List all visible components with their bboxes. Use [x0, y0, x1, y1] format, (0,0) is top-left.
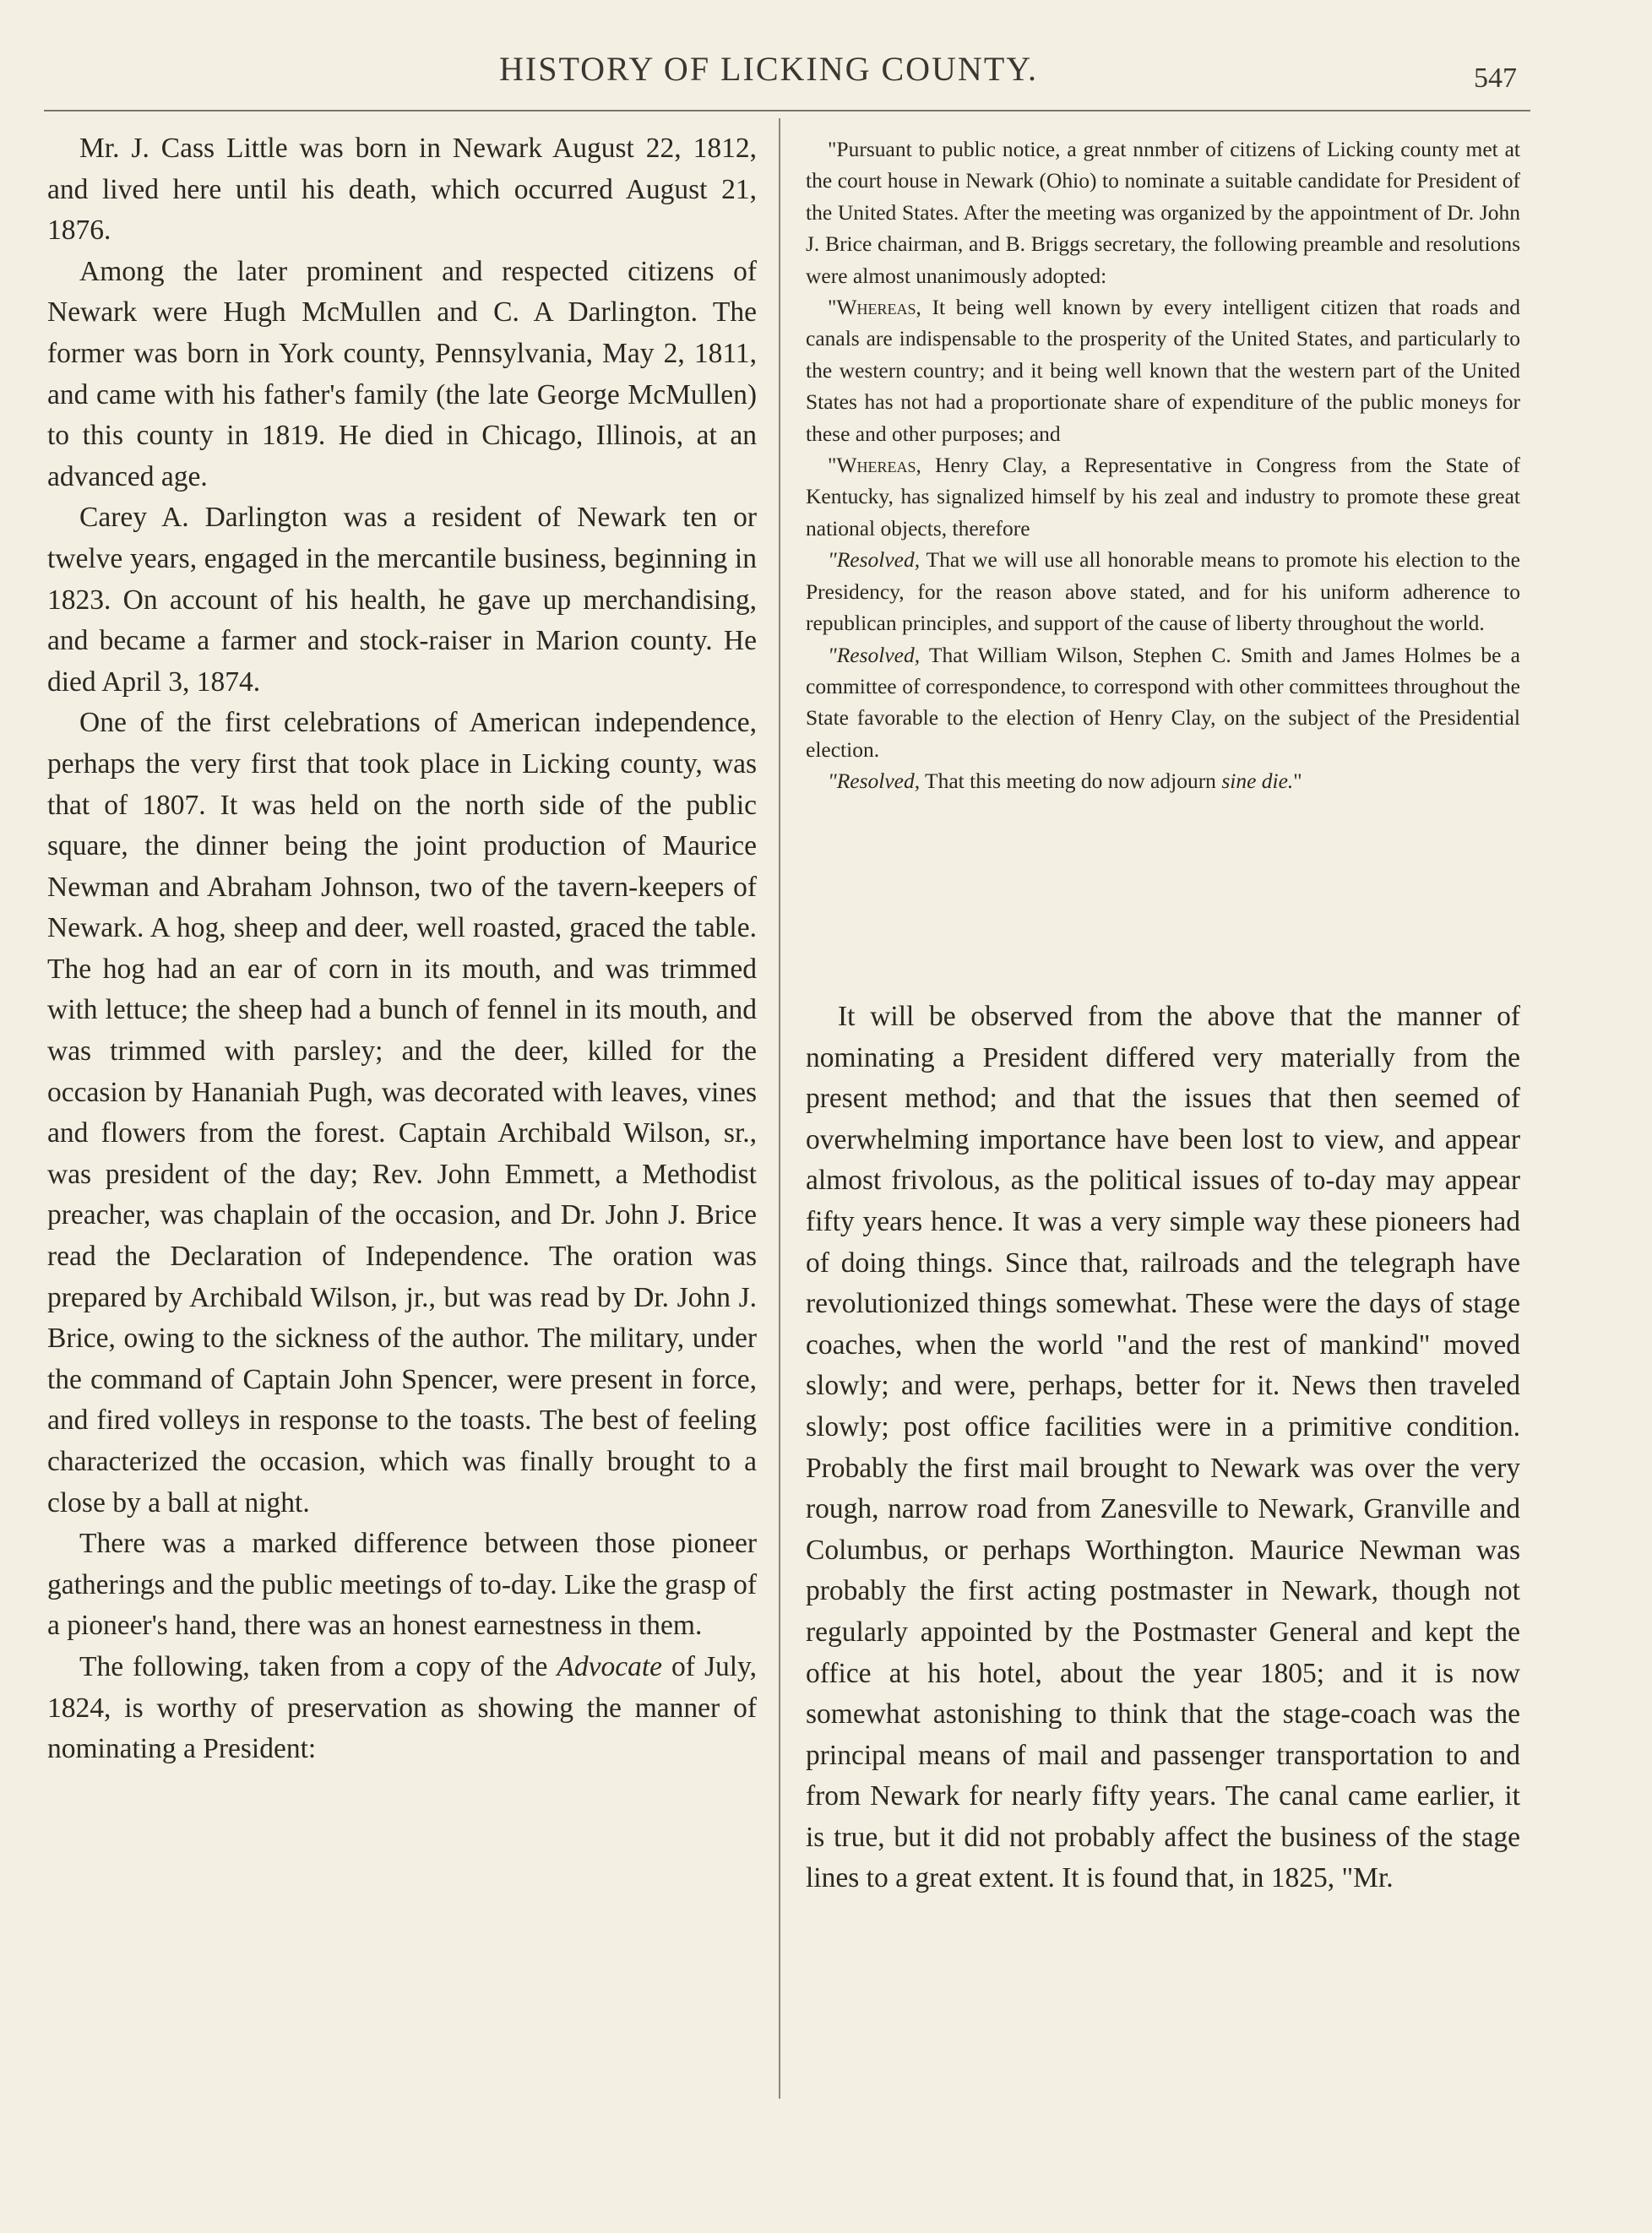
quote-text: That William Wilson, Stephen C. Smith and James Holmes be a committee of correspondence, to correspond with other committees throughout the State favorable to the election of Henry Clay, on the subject of the Presidential election.	[806, 642, 1520, 762]
quote-lead-resolved: "Resolved,	[828, 642, 921, 667]
quote-lead-whereas: "Whereas,	[828, 453, 921, 478]
paragraph-darlington: Carey A. Darlington was a resident of Newark ten or twelve years, engaged in the mercantile business, beginning in 1823. On account of his health, he gave up merchandising, and became a farmer and stock-raiser in Marion county. He died April 3, 1874.	[47, 502, 757, 698]
quote-paragraph-whereas-1	[806, 291, 1520, 449]
quote-text: It being well known by every intelligent citizen that roads and canals are indispensable to the prosperity of the United States, and particularly to the western country; and it being well known that the western part of the United States has not had a proportionate share of expenditure of the public moneys for these and other purposes; and	[806, 295, 1520, 446]
paragraph-difference: There was a marked difference between those pioneer gatherings and the public meetings of to-day. Like the grasp of a pioneer's hand, there was an honest earnestness in them.	[47, 1528, 757, 1642]
quote-paragraph-resolved-2	[806, 639, 1520, 766]
header-rule	[44, 110, 1530, 111]
quote-text: That we will use all honorable means to promote his election to the Presidency, for the reason above stated, and for his uniform adherence to republican principles, and support of the cause of liberty throughout the world.	[806, 547, 1520, 636]
left-column	[47, 128, 757, 1770]
quote-paragraph-resolved-1	[806, 544, 1520, 638]
quote-lead-whereas: "Whereas,	[828, 295, 921, 320]
paragraph-advocate	[47, 1647, 757, 1770]
quote-paragraph-whereas-2	[806, 449, 1520, 544]
right-column-body	[806, 997, 1520, 1899]
quote-paragraph-resolved-3	[806, 765, 1520, 796]
quote-paragraph-notice: "Pursuant to public notice, a great nnmber of citizens of Licking county met at the court house in Newark (Ohio) to nominate a suitable candidate for President of the United States. After the meeting was organized by the appointment of Dr. John J. Brice chairman, and B. Briggs secretary, the following preamble and resolutions were almost unanimously adopted:	[806, 137, 1520, 288]
advocate-text-before: The following, taken from a copy of the	[79, 1650, 557, 1682]
quote-close-mark: "	[1293, 769, 1302, 794]
quote-text: Henry Clay, a Representative in Congress from the State of Kentucky, has signalized himself by his zeal and industry to promote these great national objects, therefore	[806, 453, 1520, 541]
resolution-quote	[806, 133, 1520, 797]
quote-sine-die: sine die.	[1221, 769, 1294, 794]
advocate-title: Advocate	[557, 1650, 663, 1682]
paragraph-little: Mr. J. Cass Little was born in Newark August 22, 1812, and lived here until his death, which occurred August 21, 1876.	[47, 133, 757, 247]
page-number: 547	[1474, 62, 1517, 94]
paragraph-observation: It will be observed from the above that the manner of nominating a President differed very materially from the present method; and that the issues that then seemed of overwhelming importance have been lost to view, and appear almost frivolous, as the political issues of to-day may appear fifty years hence. It was a very simple way these pioneers had of doing things. Since that, railroads and the telegraph have revolutionized things somewhat. These were the days of stage coaches, when the world "and the rest of mankind" moved slowly; and were, perhaps, better for it. News then traveled slowly; post office facilities were in a primitive condition. Probably the first mail brought to Newark was over the very rough, narrow road from Zanesville to Newark, Granville and Columbus, or perhaps Worthington. Maurice Newman was probably the first acting postmaster in Newark, though not regularly appointed by the Postmaster General and kept the office at his hotel, about the year 1805; and it is now somewhat astonishing to think that the stage-coach was the principal means of mail and passenger transportation to and from Newark for nearly fifty years. The canal came earlier, it is true, but it did not probably affect the business of the stage lines to a great extent. It is found that, in 1825, "Mr.	[806, 1001, 1520, 1894]
advocate-text-after: of July, 1824, is worthy of preservation as showing the manner of nominating a President:	[47, 1650, 758, 1765]
column-divider	[779, 118, 780, 2099]
running-head-title: HISTORY OF LICKING COUNTY.	[499, 50, 1038, 88]
quote-text: That this meeting do now adjourn	[920, 769, 1222, 794]
paragraph-mcmullen: Among the later prominent and respected citizens of Newark were Hugh McMullen and C. A Darlington. The former was born in York county, Pennsylvania, May 2, 1811, and came with his father's family (the late George McMullen) to this county in 1819. He died in Chicago, Illinois, at an advanced age.	[47, 255, 757, 492]
quote-lead-resolved: "Resolved,	[828, 547, 921, 573]
paragraph-celebration: One of the first celebrations of American independence, perhaps the very first that took place in Licking county, was that of 1807. It was held on the north side of the public square, the dinner being the joint production of Maurice Newman and Abraham Johnson, two of the tavern-keepers of Newark. A hog, sheep and deer, well roasted, graced the table. The hog had an ear of corn in its mouth, and was trimmed with lettuce; the sheep had a bunch of fennel in its mouth, and was trimmed with parsley; and the deer, killed for the occasion by Hananiah Pugh, was decorated with leaves, vines and flowers from the forest. Captain Archibald Wilson, sr., was president of the day; Rev. John Emmett, a Methodist preacher, was chaplain of the occasion, and Dr. John J. Brice read the Declaration of Independence. The oration was prepared by Archibald Wilson, jr., but was read by Dr. John J. Brice, owing to the sickness of the author. The military, under the command of Captain John Spencer, were present in force, and fired volleys in response to the toasts. The best of feeling characterized the occasion, which was finally brought to a close by a ball at night.	[47, 707, 757, 1519]
quote-lead-resolved: "Resolved,	[828, 769, 921, 794]
